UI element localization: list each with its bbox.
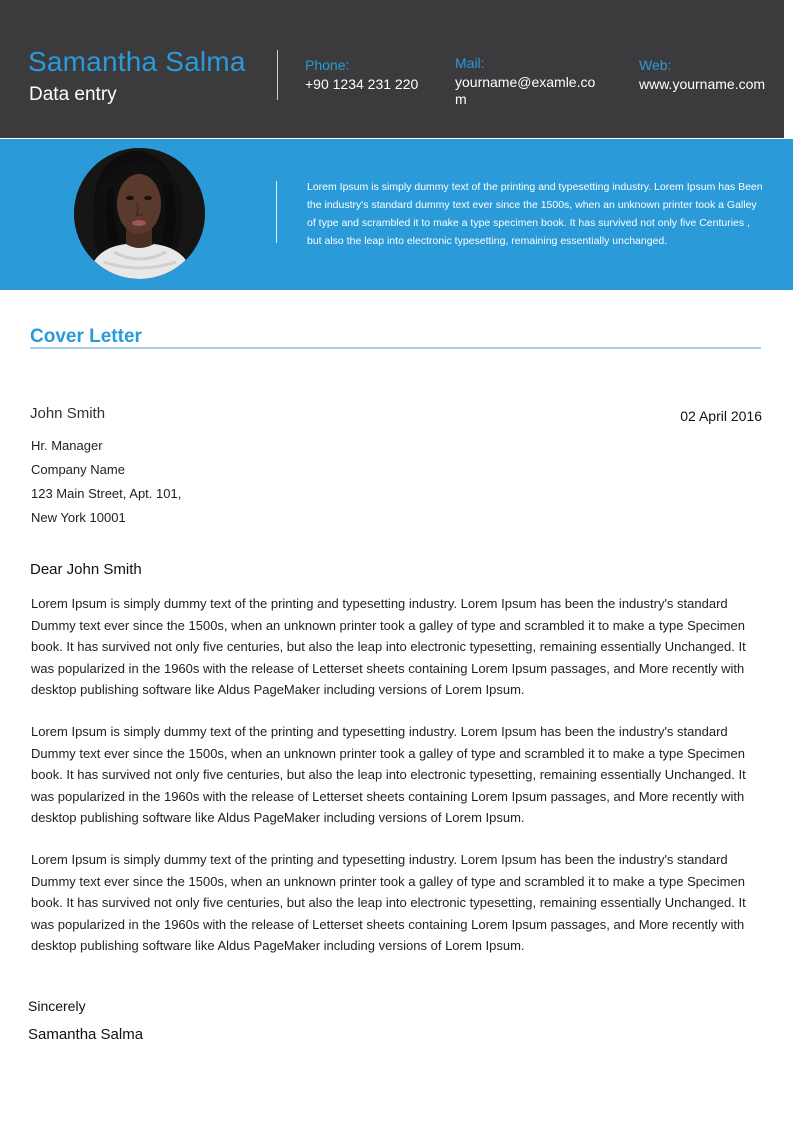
signer-name: Samantha Salma	[28, 1026, 144, 1043]
mail-label: Mail:	[455, 55, 485, 71]
body-paragraph: Lorem Ipsum is simply dummy text of the printing and typesetting industry. Lorem Ipsum has been the industry's standard Dummy text ever since the 1500s, when an unknown printer took a galley of type and scrambled it to make a type Specimen book. It has survived not only five centuries, but also the leap into electronic typesetting, remaining essentially Unchanged. It was popularized in the 1960s with the release of Letterset sheets containing Lorem Ipsum passages, and More recently with desktop publishing software like Aldus PageMaker including versions of Lorem Ipsum.	[31, 852, 746, 953]
address-line: Company Name	[31, 462, 125, 477]
profile-photo	[74, 148, 205, 279]
header-edge	[784, 0, 793, 138]
phone-label: Phone:	[305, 57, 350, 73]
closing: Sincerely	[28, 998, 86, 1014]
address-line: Hr. Manager	[31, 438, 103, 453]
profile-summary: Lorem Ipsum is simply dummy text of the printing and typesetting industry. Lorem Ipsum has Been the industry's standard dummy text ever since the 1500s, when an unknown printer took a Galley of type and scrambled it to make a type specimen book. It has survived not only five Centuries , but also the leap into electronic typesetting, remaining essentially unchanged.	[307, 181, 763, 247]
mail-value[interactable]: yourname@examle.co​m	[455, 74, 596, 107]
address-line: 123 Main Street, Apt. 101,	[31, 486, 182, 501]
letter-date: 02 April 2016	[680, 408, 762, 424]
portrait-image	[74, 148, 205, 279]
body-paragraph: Lorem Ipsum is simply dummy text of the printing and typesetting industry. Lorem Ipsum has been the industry's standard Dummy text ever since the 1500s, when an unknown printer took a galley of type and scrambled it to make a type Specimen book. It has survived not only five centuries, but also the leap into electronic typesetting, remaining essentially Unchanged. It was popularized in the 1960s with the release of Letterset sheets containing Lorem Ipsum passages, and More recently with desktop publishing software like Aldus PageMaker including versions of Lorem Ipsum.	[31, 724, 746, 825]
section-title: Cover Letter	[30, 326, 142, 347]
phone-value: +90 1234 231 220	[305, 76, 419, 92]
section-underline	[30, 347, 761, 349]
address-line: New York 10001	[31, 510, 126, 525]
applicant-name: Samantha Salma	[28, 46, 246, 77]
web-label: Web:	[639, 57, 672, 73]
job-title: Data entry	[29, 84, 117, 105]
salutation: Dear John Smith	[30, 561, 142, 578]
recipient-address	[31, 434, 181, 530]
body-paragraph: Lorem Ipsum is simply dummy text of the printing and typesetting industry. Lorem Ipsum has been the industry's standard Dummy text ever since the 1500s, when an unknown printer took a galley of type and scrambled it to make a type Specimen book. It has survived not only five centuries, but also the leap into electronic typesetting, remaining essentially Unchanged. It was popularized in the 1960s with the release of Letterset sheets containing Lorem Ipsum passages, and More recently with desktop publishing software like Aldus PageMaker including versions of Lorem Ipsum.	[31, 596, 746, 697]
recipient-name: John Smith	[30, 405, 106, 422]
header-bar	[0, 0, 784, 138]
web-value[interactable]: www.yourname.com	[639, 76, 766, 92]
profile-divider	[276, 181, 277, 243]
header-divider	[277, 50, 278, 100]
